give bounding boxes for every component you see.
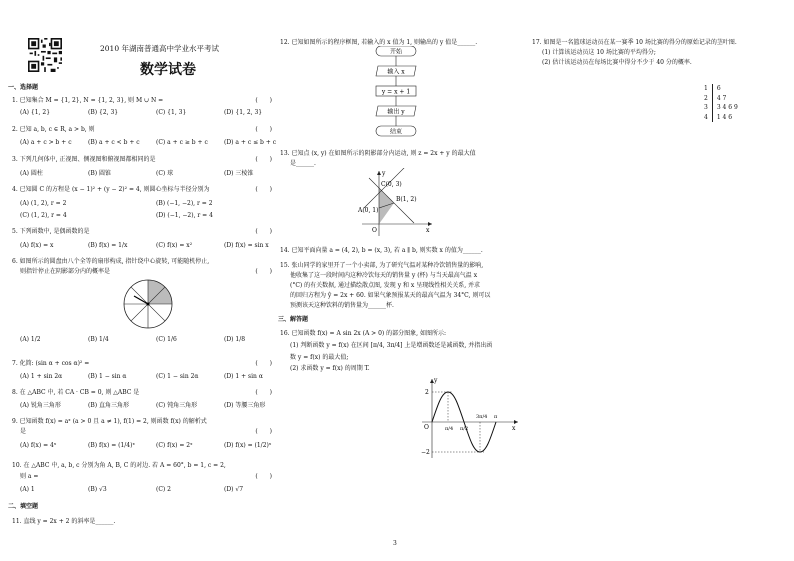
answer-paren: ( )	[255, 156, 272, 163]
option: (C) 2	[156, 486, 171, 493]
question-15-line2: 他收集了这一段时间内这种冷饮每天的销售量 y (杯) 与当天最高气温 x	[290, 272, 478, 279]
label-origin: O	[372, 227, 377, 234]
question-16-line1: 16. 已知函数 f(x) = A sin 2x (A > 0) 的部分图象, 如图所示:	[280, 330, 447, 337]
qr-code	[28, 38, 62, 72]
option: (C) a + c ≥ b + c	[156, 139, 208, 146]
question-17-line2: (1) 计算该运动员这 10 场比赛的平均得分;	[542, 49, 656, 56]
question-4: 4. 已知圆 C 的方程是 (x − 1)² + (y − 2)² = 4, 则圆心坐标与半径分别为	[12, 186, 210, 193]
section-heading-fill: 二、填空题	[8, 503, 39, 510]
option: (A) f(x) = x	[20, 242, 54, 249]
label-A: A(0, 1)	[358, 207, 379, 214]
option: (A) 1/2	[20, 336, 41, 343]
option: (C) (1, 2), r = 4	[20, 212, 67, 219]
question-15-line3: (°C) 的有关数据, 通过描绘散点图, 发现 y 和 x 呈现线性相关关系, 并求	[290, 282, 481, 289]
stem-leaf-row	[700, 113, 742, 123]
stem-leaf-plot	[700, 84, 742, 122]
option: (C) f(x) = 2ˣ	[156, 442, 193, 449]
stem: 3	[700, 103, 712, 113]
graph-tick-2: 2	[425, 389, 429, 396]
option: (D) 三棱锥	[224, 170, 254, 177]
section-heading-choice: 一、选择题	[8, 84, 39, 91]
answer-paren: ( )	[255, 126, 272, 133]
spinner-disc-figure	[122, 278, 174, 330]
sine-graph-figure	[412, 376, 522, 460]
stem-leaf-row	[700, 94, 742, 104]
graph-origin: O	[424, 424, 429, 431]
leaves: 3 4 6 9	[716, 104, 738, 111]
section-heading-solve: 三、解答题	[278, 316, 309, 323]
answer-paren: ( )	[255, 268, 272, 275]
label-B: B(1, 2)	[396, 196, 417, 203]
option: (B) {2, 3}	[88, 109, 119, 116]
option: (A) 1	[20, 486, 35, 493]
option: (B) f(x) = (1/4)ˣ	[88, 442, 136, 449]
question-12: 12. 已知如图所示的程序框图, 若输入的 x 值为 1, 则输出的 y 值是______.	[280, 39, 478, 46]
question-9-cont: 是	[20, 428, 27, 435]
answer-paren: ( )	[255, 389, 272, 396]
graph-y-label: y	[434, 377, 438, 384]
question-8: 8. 在 △ABC 中, 若 CA · CB = 0, 则 △ABC 是	[12, 389, 140, 396]
answer-paren: ( )	[255, 473, 272, 480]
question-6-cont: 则指针停止在阴影部分内的概率是	[20, 268, 111, 275]
question-11: 11. 直线 y = 2x + 2 的斜率是______.	[12, 518, 116, 525]
option: (B) 1 − sin α	[88, 373, 127, 380]
option: (D) (−1, −2), r = 4	[156, 212, 213, 219]
question-1: 1. 已知集合 M = {1, 2}, N = {1, 2, 3}, 则 M ∪ N =	[12, 97, 164, 104]
question-15-line4: 的回归方程为 ŷ = 2x + 60. 如果气象预报某天的最高气温为 34°C, 则可以	[290, 292, 491, 299]
stem-leaf-row	[700, 103, 742, 113]
question-16-line2: (1) 判断函数 y = f(x) 在区间 [π/4, 3π/4] 上是增函数还是减函数, 并指出函	[290, 342, 493, 349]
question-15-line1: 15. 张山同学的家里开了一个小卖部, 为了研究气温对某种冷饮销售量的影响,	[280, 262, 484, 269]
option: (A) (1, 2), r = 2	[20, 200, 67, 207]
label-C: C(0, 3)	[381, 181, 402, 188]
flow-end: 结束	[389, 128, 403, 136]
option: (C) 1/6	[156, 336, 177, 343]
question-14: 14. 已知平面向量 a = (4, 2), b = (x, 3), 若 a ∥ b, 则实数 x 的值为______.	[280, 247, 483, 254]
option: (C) 球	[156, 170, 174, 177]
option: (C) {1, 3}	[156, 109, 187, 116]
option: (D) f(x) = sin x	[224, 242, 269, 249]
option: (B) f(x) = 1/x	[88, 242, 128, 249]
stem-leaf-row	[700, 84, 742, 94]
label-y-axis: y	[382, 170, 386, 177]
option: (A) 圆柱	[20, 170, 43, 177]
answer-paren: ( )	[255, 97, 272, 104]
question-16-line4: (2) 求函数 y = f(x) 的周期 T.	[290, 365, 370, 372]
exam-title: 2010 年湖南普通高中学业水平考试	[100, 44, 219, 53]
answer-paren: ( )	[255, 186, 272, 193]
graph-tick-neg2: −2	[421, 449, 430, 456]
option: (B) 直角三角形	[88, 402, 129, 409]
question-7: 7. 化简: (sin α + cos α)² =	[12, 360, 90, 367]
graph-x-label: x	[512, 425, 516, 432]
option: (C) 钝角三角形	[156, 402, 198, 409]
option: (C) 1 − sin 2α	[156, 373, 199, 380]
question-16-line3: 数 y = f(x) 的最大值;	[290, 354, 349, 361]
answer-paren: ( )	[255, 228, 272, 235]
option: (D) 1 + sin α	[224, 373, 263, 380]
question-10-cont: 则 a =	[20, 473, 39, 480]
graph-tick-pi2: π/2	[460, 426, 469, 432]
question-17-line3: (2) 估计该运动员在每场比赛中得分不少于 40 分的概率.	[542, 59, 692, 66]
feasible-region-figure	[354, 168, 434, 238]
option: (D) 等腰三角形	[224, 402, 266, 409]
question-10: 10. 在 △ABC 中, a, b, c 分别为角 A, B, C 的对边. 若 A = 60°, b = 1, c = 2,	[12, 462, 226, 469]
option: (A) 1 + sin 2α	[20, 373, 63, 380]
option: (B) √3	[88, 486, 107, 493]
flow-start: 开始	[389, 48, 403, 56]
option: (A) 锐角三角形	[20, 402, 61, 409]
leaves: 6	[716, 85, 721, 92]
graph-tick-pi: π	[494, 414, 498, 420]
option: (B) (−1, −2), r = 2	[156, 200, 213, 207]
option: (D) {1, 2, 3}	[224, 109, 263, 116]
answer-paren: ( )	[255, 360, 272, 367]
subject-title: 数学试卷	[140, 62, 196, 78]
question-15-line5: 预测该天这种饮料的销售量为______杯.	[290, 302, 394, 309]
option: (B) 圆锥	[88, 170, 111, 177]
question-9: 9. 已知函数 f(x) = aˣ (a > 0 且 a ≠ 1), f(1) = 2, 则函数 f(x) 的解析式	[12, 418, 207, 425]
leaves: 1 4 6	[716, 113, 733, 121]
stem: 1	[700, 84, 712, 94]
flow-input: 输入 x	[387, 68, 405, 76]
option: (A) {1, 2}	[20, 109, 51, 116]
question-13-cont: 是______.	[290, 160, 316, 167]
option: (B) a + c < b + c	[88, 139, 140, 146]
flowchart-figure	[366, 46, 426, 146]
stem: 4	[700, 113, 712, 123]
answer-paren: ( )	[255, 428, 272, 435]
question-13: 13. 已知点 (x, y) 在如图所示的阴影部分内运动, 则 z = 2x + y 的最大值	[280, 150, 476, 157]
flow-output: 输出 y	[387, 108, 405, 116]
label-x-axis: x	[426, 227, 430, 234]
option: (D) 1/8	[224, 336, 246, 343]
question-6: 6. 如图所示的圆盘由八个全等的扇形构成, 指针绕中心旋转, 可能随机停止,	[12, 258, 210, 265]
page-number: 3	[393, 540, 397, 547]
option: (A) f(x) = 4ˣ	[20, 442, 57, 449]
graph-tick-3pi4: 3π/4	[476, 414, 488, 420]
graph-tick-pi4: π/4	[445, 426, 454, 432]
stem: 2	[700, 94, 712, 104]
option: (D) f(x) = (1/2)ˣ	[224, 442, 272, 449]
option: (D) a + c ≤ b + c	[224, 139, 277, 146]
flow-process: y = x + 1	[381, 88, 411, 96]
question-17-line1: 17. 如图是一名篮球运动员在某一赛季 10 场比赛的得分的原始记录的茎叶图.	[532, 39, 737, 46]
leaves: 4 7	[716, 94, 727, 102]
option: (A) a + c > b + c	[20, 139, 72, 146]
question-2: 2. 已知 a, b, c ∈ R, a > b, 则	[12, 126, 95, 133]
option: (D) √7	[224, 486, 244, 493]
option: (B) 1/4	[88, 336, 109, 343]
option: (C) f(x) = x²	[156, 242, 193, 249]
question-3: 3. 下列几何体中, 正视图、侧视图和俯视图都相同的是	[12, 156, 156, 163]
question-5: 5. 下列函数中, 是偶函数的是	[12, 228, 90, 235]
